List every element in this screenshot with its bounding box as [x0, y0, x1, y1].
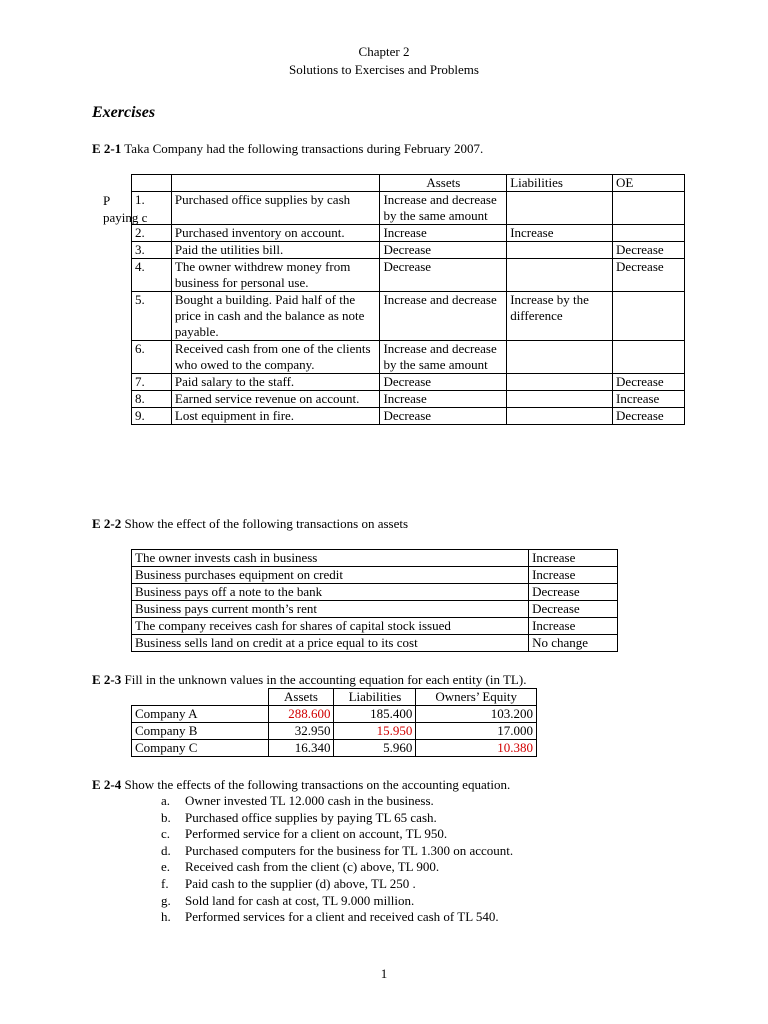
e24-item: [161, 909, 513, 926]
e22-row: [132, 601, 618, 618]
e23-row: [132, 723, 537, 740]
e21-row-number: 7.: [132, 374, 172, 391]
e21-row-liabilities: [507, 391, 613, 408]
e21-row-owners-equity: Decrease: [613, 408, 685, 425]
e21-row: [132, 341, 685, 374]
e22-row-effect: Decrease: [529, 601, 618, 618]
e22-row: [132, 567, 618, 584]
e22-row: [132, 635, 618, 652]
e24-item-marker: h.: [161, 909, 171, 925]
e21-row: [132, 192, 685, 225]
e23-intro: Fill in the unknown values in the accounting equation for each entity (in TL).: [124, 672, 527, 687]
margin-note-2: paying c: [103, 210, 148, 225]
e21-row: [132, 292, 685, 341]
e21-row-liabilities: [507, 242, 613, 259]
e22-row-effect: No change: [529, 635, 618, 652]
e23-row-assets: 32.950: [268, 723, 334, 740]
e21-row-assets: Increase and decrease by the same amount: [380, 341, 507, 374]
e21-row-description: Received cash from one of the clients who owed to the company.: [171, 341, 380, 374]
e21-row-description: Purchased inventory on account.: [171, 225, 380, 242]
e22-table: [131, 549, 618, 652]
e23-row-oe: 103.200: [416, 706, 537, 723]
e21-row-description: Paid the utilities bill.: [171, 242, 380, 259]
e21-row-assets: Increase and decrease by the same amount: [380, 192, 507, 225]
e21-row-liabilities: [507, 341, 613, 374]
e23-row-company: Company A: [132, 706, 269, 723]
chapter-title: Chapter 2: [358, 44, 410, 59]
e23-row-liab: 15.950: [334, 723, 416, 740]
e21-row-description: Earned service revenue on account.: [171, 391, 380, 408]
page-number: 1: [380, 966, 388, 981]
e21-row-assets: Increase: [380, 391, 507, 408]
e21-intro: Taka Company had the following transactions during February 2007.: [124, 141, 484, 156]
e21-col-desc: [171, 175, 380, 192]
e21-heading: [92, 141, 483, 157]
e24-item: [161, 843, 513, 860]
e21-row-description: Lost equipment in fire.: [171, 408, 380, 425]
e21-col-num: [132, 175, 172, 192]
e22-row-effect: Increase: [529, 567, 618, 584]
e21-row-assets: Decrease: [380, 408, 507, 425]
e23-col-assets: Assets: [268, 689, 334, 706]
e23-row-company: Company B: [132, 723, 269, 740]
e24-item: [161, 876, 513, 893]
e22-row: [132, 584, 618, 601]
e23-label: E 2-3: [92, 672, 122, 687]
e21-row: [132, 374, 685, 391]
e21-row-number: 6.: [132, 341, 172, 374]
e24-item: [161, 793, 513, 810]
e21-row-owners-equity: Decrease: [613, 374, 685, 391]
e24-item-marker: d.: [161, 842, 171, 858]
e22-row-description: The company receives cash for shares of capital stock issued: [132, 618, 529, 635]
e21-row-liabilities: Increase: [507, 225, 613, 242]
e23-row: [132, 740, 537, 757]
e23-col-oe: Owners’ Equity: [416, 689, 537, 706]
e24-list: [161, 793, 513, 926]
e21-row-owners-equity: Decrease: [613, 242, 685, 259]
e23-row-assets: 288.600: [268, 706, 334, 723]
e22-row-description: Business purchases equipment on credit: [132, 567, 529, 584]
e23-col-liab: Liabilities: [334, 689, 416, 706]
e21-row-liabilities: Increase by the difference: [507, 292, 613, 341]
e22-row-effect: Decrease: [529, 584, 618, 601]
e21-row: [132, 225, 685, 242]
e21-row: [132, 259, 685, 292]
e24-item-text: Owner invested TL 12.000 cash in the business.: [185, 793, 434, 808]
e21-row-description: Bought a building. Paid half of the price in cash and the balance as note payable.: [171, 292, 380, 341]
section-title: Exercises: [92, 104, 156, 121]
e21-row-description: Purchased office supplies by cash: [171, 192, 380, 225]
margin-note-1: P: [103, 193, 111, 208]
e22-row: [132, 550, 618, 567]
e21-row-owners-equity: Decrease: [613, 259, 685, 292]
e22-row: [132, 618, 618, 635]
e21-row: [132, 391, 685, 408]
e22-row-effect: Increase: [529, 618, 618, 635]
e23-col-blank: [132, 689, 269, 706]
e23-row-oe: 17.000: [416, 723, 537, 740]
e21-row-owners-equity: Increase: [613, 391, 685, 408]
e23-row-liab: 5.960: [334, 740, 416, 757]
e22-row-effect: Increase: [529, 550, 618, 567]
e21-row-liabilities: [507, 192, 613, 225]
e21-row-number: 3.: [132, 242, 172, 259]
e24-label: E 2-4: [92, 777, 122, 792]
e21-row-number: 9.: [132, 408, 172, 425]
e24-item: [161, 810, 513, 827]
e24-item-marker: a.: [161, 793, 171, 808]
e23-table-body: [132, 689, 537, 757]
e24-item: [161, 893, 513, 910]
e24-item-text: Performed service for a client on account, TL 950.: [185, 826, 448, 842]
e21-row-description: The owner withdrew money from business for personal use.: [171, 259, 380, 292]
e24-item-text: Purchased computers for the business for TL 1.300 on account.: [185, 842, 514, 858]
e21-row-number: 4.: [132, 259, 172, 292]
e23-row-company: Company C: [132, 740, 269, 757]
e24-item-text: Purchased office supplies by paying TL 65 cash.: [185, 809, 437, 825]
e24-item-marker: g.: [161, 892, 171, 908]
e22-row-description: The owner invests cash in business: [132, 550, 529, 567]
e24-item-text: Sold land for cash at cost, TL 9.000 million.: [185, 892, 415, 908]
e23-heading: [92, 672, 526, 688]
chapter-subtitle: Solutions to Exercises and Problems: [289, 62, 479, 77]
e24-item-text: Performed services for a client and received cash of TL 540.: [185, 909, 499, 925]
e23-row-oe: 10.380: [416, 740, 537, 757]
e21-row-liabilities: [507, 374, 613, 391]
e21-row-assets: Decrease: [380, 259, 507, 292]
e21-row-owners-equity: [613, 225, 685, 242]
e21-label: E 2-1: [92, 141, 122, 156]
e24-item-marker: e.: [161, 859, 171, 875]
e21-row-liabilities: [507, 408, 613, 425]
e22-row-description: Business pays current month’s rent: [132, 601, 529, 618]
e24-item-text: Received cash from the client (c) above, TL 900.: [185, 859, 440, 875]
e24-item-marker: b.: [161, 809, 171, 825]
e23-row-liab: 185.400: [334, 706, 416, 723]
e21-row-assets: Decrease: [380, 374, 507, 391]
e24-intro: Show the effects of the following transactions on the accounting equation.: [124, 777, 511, 792]
e24-item: [161, 826, 513, 843]
e24-item-marker: c.: [161, 826, 171, 842]
e23-row: [132, 706, 537, 723]
e21-col-liab: Liabilities: [507, 175, 613, 192]
e23-header-row: [132, 689, 537, 706]
e21-row-owners-equity: [613, 192, 685, 225]
e24-item: [161, 859, 513, 876]
e21-row-owners-equity: [613, 292, 685, 341]
e22-intro: Show the effect of the following transactions on assets: [124, 516, 409, 531]
e22-table-body: [132, 550, 618, 652]
e21-row-description: Paid salary to the staff.: [171, 374, 380, 391]
e21-row-liabilities: [507, 259, 613, 292]
e24-item-marker: f.: [161, 875, 169, 891]
e23-row-assets: 16.340: [268, 740, 334, 757]
e21-table: [131, 174, 685, 425]
e21-row-assets: Increase and decrease: [380, 292, 507, 341]
e21-row-number: 5.: [132, 292, 172, 341]
e21-table-body: [132, 175, 685, 425]
e21-row-number: 2.: [132, 225, 172, 242]
e21-header-row: [132, 175, 685, 192]
e23-table: [131, 688, 537, 757]
e21-row-assets: Decrease: [380, 242, 507, 259]
e21-col-oe: OE: [613, 175, 685, 192]
e22-heading: [92, 516, 408, 532]
e22-row-description: Business pays off a note to the bank: [132, 584, 529, 601]
e21-row-number: 1.: [132, 192, 172, 225]
e21-row-number: 8.: [132, 391, 172, 408]
e22-row-description: Business sells land on credit at a price equal to its cost: [132, 635, 529, 652]
e24-heading: [92, 777, 510, 793]
e21-row-assets: Increase: [380, 225, 507, 242]
e22-label: E 2-2: [92, 516, 122, 531]
e21-col-assets: Assets: [380, 175, 507, 192]
e24-item-text: Paid cash to the supplier (d) above, TL 250 .: [185, 875, 416, 891]
e21-row: [132, 242, 685, 259]
e21-row: [132, 408, 685, 425]
e21-row-owners-equity: [613, 341, 685, 374]
